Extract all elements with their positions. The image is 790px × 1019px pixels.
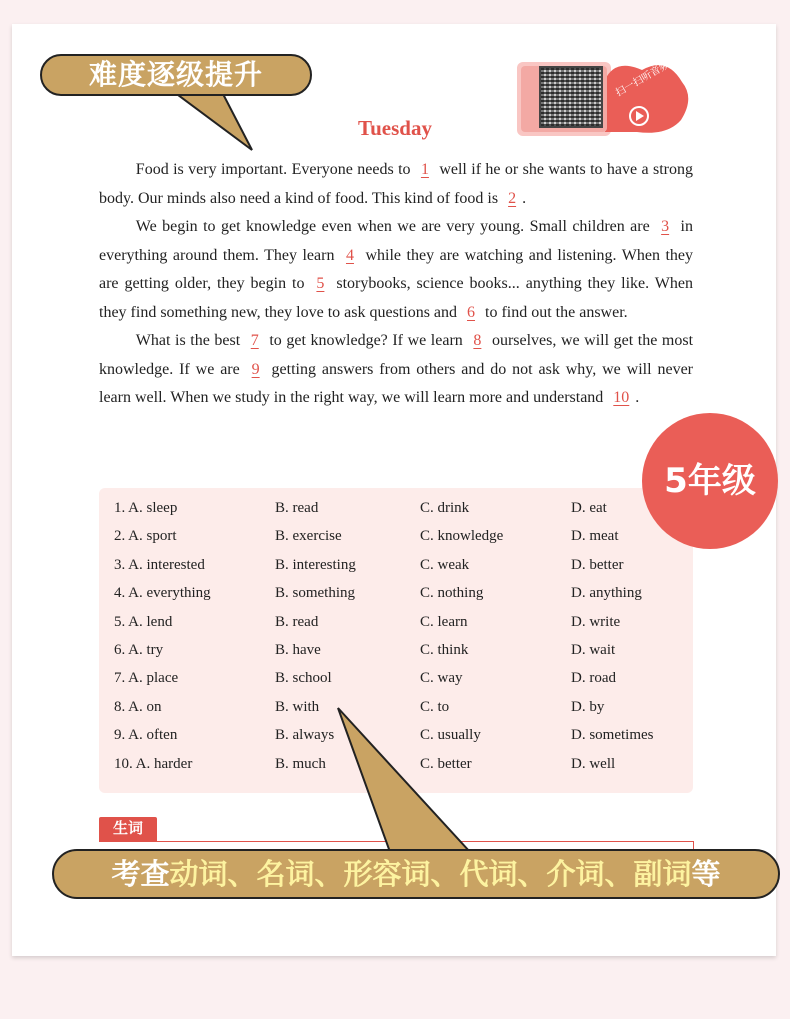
grade-badge: 5年级 [642, 413, 778, 549]
option-choice[interactable]: B. much [275, 755, 326, 772]
option-choice[interactable]: D. sometimes [571, 727, 654, 744]
blank-9[interactable]: 9 [251, 360, 260, 378]
blank-4[interactable]: 4 [345, 246, 354, 264]
blank-3[interactable]: 3 [661, 218, 670, 235]
option-row [99, 528, 693, 556]
option-choice[interactable]: D. anything [571, 585, 642, 602]
option-choice[interactable]: D. road [571, 670, 616, 687]
qr-code[interactable] [539, 66, 603, 128]
vocab-tag: 生词 [99, 817, 157, 841]
option-choice[interactable]: 5. A. lend [114, 613, 173, 630]
option-choice[interactable]: D. better [571, 556, 624, 573]
option-choice[interactable]: C. think [420, 642, 469, 658]
option-choice[interactable]: B. something [275, 585, 356, 602]
blank-1[interactable]: 1 [420, 161, 429, 178]
blank-7[interactable]: 7 [250, 332, 259, 349]
option-row [99, 585, 693, 613]
option-choice[interactable]: C. better [420, 755, 472, 772]
option-choice[interactable]: D. write [571, 613, 621, 630]
option-choice[interactable]: C. nothing [420, 585, 484, 602]
option-choice[interactable]: B. exercise [275, 528, 342, 545]
option-choice[interactable]: 7. A. place [114, 670, 179, 687]
option-choice[interactable]: B. read [275, 500, 319, 516]
option-choice[interactable]: 9. A. often [114, 727, 178, 744]
option-choice[interactable]: C. weak [420, 556, 470, 573]
option-choice[interactable]: 1. A. sleep [114, 500, 178, 516]
blank-10[interactable]: 10 [613, 389, 630, 406]
topics-callout: 考查动词、名词、形容词、代词、介词、副词等 [52, 849, 780, 899]
option-choice[interactable]: D. wait [571, 642, 616, 658]
option-choice[interactable]: D. by [571, 698, 605, 715]
option-choice[interactable]: B. read [275, 613, 319, 630]
paragraph-1: Food is very important. Everyone needs to 1 well if he or she wants to have a strong body. Our minds also need a kind of food. This kind of food is 2 . [99, 161, 694, 207]
paragraph-2: We begin to get knowledge even when we are very young. Small children are 3 in everything around them. They learn 4 while they are watching and listening. When they are getting older, they begin to 5 storybooks, science books... anything they like. When they find something new, they love to ask questions and 6 to find out the answer. [99, 218, 694, 321]
blank-8[interactable]: 8 [473, 332, 482, 349]
option-choice[interactable]: C. usually [420, 727, 481, 744]
option-choice[interactable]: D. meat [571, 528, 619, 545]
option-choice[interactable]: B. interesting [275, 556, 356, 573]
option-choice[interactable]: B. always [275, 727, 335, 744]
option-row [99, 670, 693, 698]
qr-label: 扫一扫听音频 [614, 59, 672, 99]
option-choice[interactable]: C. way [420, 670, 463, 687]
blank-2[interactable]: 2 [508, 189, 517, 207]
option-choice[interactable]: 3. A. interested [114, 556, 205, 573]
option-row [99, 642, 693, 670]
blank-6[interactable]: 6 [467, 303, 476, 321]
blank-5[interactable]: 5 [316, 275, 325, 292]
callout-top-tail [160, 92, 260, 154]
option-choice[interactable]: C. drink [420, 500, 470, 516]
option-choice[interactable]: 6. A. try [114, 642, 164, 658]
page-title: Tuesday [358, 116, 432, 140]
option-row [99, 557, 693, 585]
option-choice[interactable]: 4. A. everything [114, 585, 211, 602]
option-choice[interactable]: C. knowledge [420, 528, 504, 545]
option-choice[interactable]: 10. A. harder [114, 755, 193, 772]
option-choice[interactable]: B. with [275, 698, 320, 715]
option-choice[interactable]: B. have [275, 642, 321, 658]
option-row [99, 500, 693, 528]
option-choice[interactable]: D. well [571, 755, 616, 772]
option-choice[interactable]: 2. A. sport [114, 528, 177, 545]
difficulty-callout: 难度逐级提升 [40, 54, 312, 96]
paragraph-3: What is the best 7 to get knowledge? If we learn 8 ourselves, we will get the most knowledge. If we are 9 getting answers from others and do not ask why, we will never learn well. When we study in the right way, we will learn more and understand 10 . [99, 332, 694, 406]
option-choice[interactable]: B. school [275, 670, 332, 687]
option-choice[interactable]: C. to [420, 698, 450, 715]
callout-bottom-tail [330, 700, 490, 860]
option-choice[interactable]: D. eat [571, 500, 607, 516]
option-choice[interactable]: 8. A. on [114, 698, 162, 715]
option-row [99, 614, 693, 642]
option-choice[interactable]: C. learn [420, 613, 468, 630]
cloze-passage [99, 156, 693, 413]
